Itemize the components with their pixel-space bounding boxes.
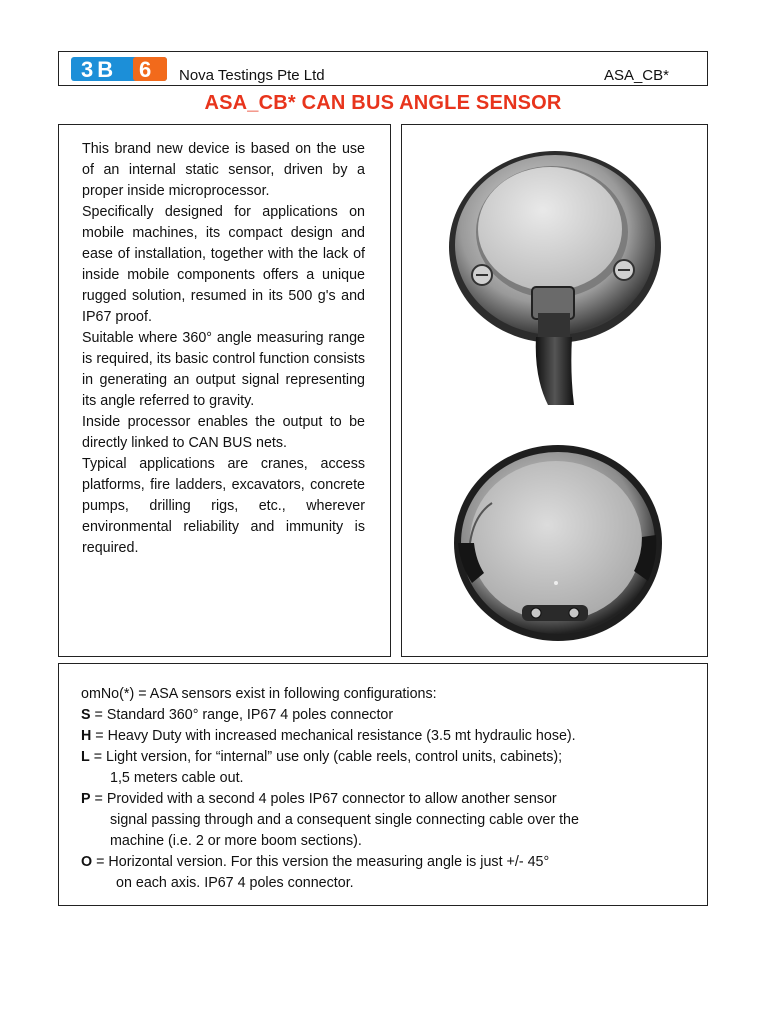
configuration-letter: L: [81, 749, 90, 765]
configuration-letter: O: [81, 854, 93, 870]
configuration-continuation: machine (i.e. 2 or more boom sections).: [110, 833, 362, 849]
sensor-top-view-photo: [444, 147, 666, 407]
configuration-item-o: [81, 852, 691, 894]
company-logo: [71, 57, 167, 81]
configurations-panel: [58, 663, 708, 906]
configuration-item-h: [81, 726, 691, 747]
svg-text:3B: 3B: [81, 57, 118, 81]
configuration-letter: S: [81, 707, 91, 723]
description-text: [82, 139, 365, 559]
configurations-intro: omNo(*) = ASA sensors exist in following configurations:: [81, 686, 437, 702]
document-title: ASA_CB* CAN BUS ANGLE SENSOR: [204, 92, 562, 114]
configuration-item-s: [81, 705, 691, 726]
configuration-text: = Standard 360° range, IP67 4 poles connector: [90, 707, 394, 723]
configuration-letter: P: [81, 791, 91, 807]
configurations-list: [81, 684, 691, 894]
configuration-text: = Heavy Duty with increased mechanical resistance (3.5 mt hydraulic hose).: [91, 728, 576, 744]
configuration-letter: H: [81, 728, 92, 744]
document-header: [58, 51, 708, 86]
configuration-text: = Horizontal version. For this version the measuring angle is just +/- 45°: [92, 854, 550, 870]
photo-panel: [401, 124, 708, 657]
description-paragraph: Typical applications are cranes, access platforms, fire ladders, excavators, concrete pumps, drilling rigs, etc., wherever environmental reliability and immunity is required.: [82, 456, 365, 556]
document-code: ASA_CB*: [603, 67, 669, 84]
configuration-item-l: [81, 747, 691, 789]
company-name: Nova Testings Pte Ltd: [179, 67, 325, 84]
description-paragraph: This brand new device is based on the use of an internal static sensor, driven by a proper inside microprocessor.: [82, 141, 365, 199]
sensor-bottom-view-photo: [452, 443, 664, 643]
configuration-continuation: 1,5 meters cable out.: [110, 770, 244, 786]
description-panel: [58, 124, 391, 657]
configuration-item-p: [81, 789, 691, 852]
configuration-text: = Provided with a second 4 poles IP67 connector to allow another sensor: [90, 791, 557, 807]
description-paragraph: Suitable where 360° angle measuring range is required, its basic control function consists in generating an output signal representing its angle referred to gravity.: [82, 330, 365, 409]
description-paragraph: Inside processor enables the output to be directly linked to CAN BUS nets.: [82, 414, 365, 451]
configuration-text: = Light version, for “internal” use only (cable reels, control units, cabinets);: [89, 749, 563, 765]
svg-text:6: 6: [139, 57, 152, 81]
description-paragraph: Specifically designed for applications on mobile machines, its compact design and ease of installation, together with the lack of inside mobile components offers a unique rugged solution, resumed in its 500 g's and IP67 proof.: [82, 204, 365, 325]
configuration-continuation: on each axis. IP67 4 poles connector.: [116, 875, 354, 891]
configuration-continuation: signal passing through and a consequent single connecting cable over the: [110, 812, 579, 828]
